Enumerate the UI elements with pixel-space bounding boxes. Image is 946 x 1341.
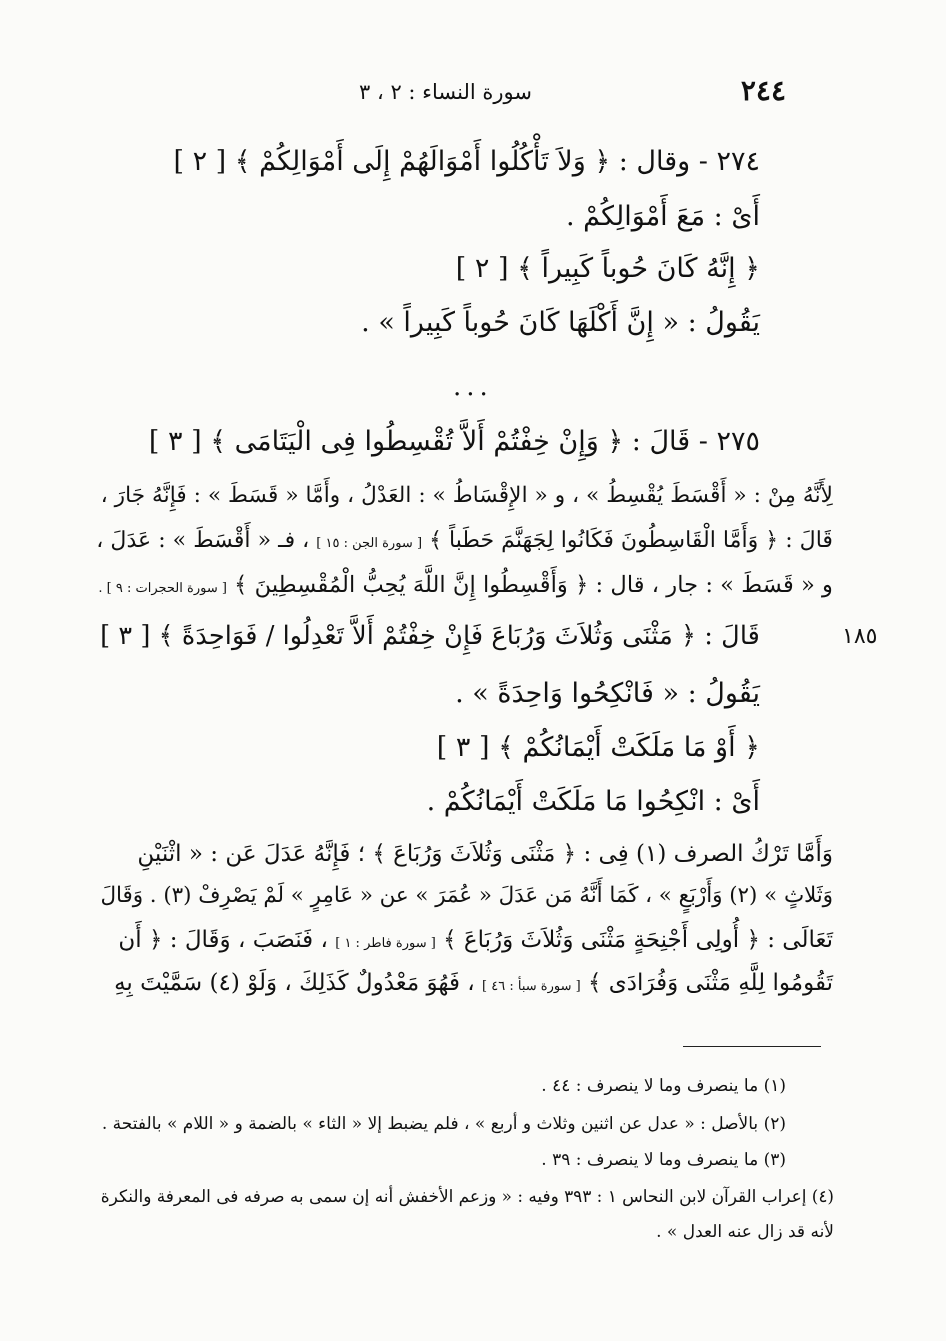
entry-274-gloss: أَىْ : مَعَ أَمْوَالِكُمْ . (566, 201, 760, 232)
surah-reference: [ سورة سبأ : ٤٦ ] (482, 979, 581, 994)
paragraph-line-3 (118, 929, 833, 952)
entry-274-explanation: يَقُولُ : « إِنَّ أَكْلَهَا كَانَ حُوباً كَبِيراً » . (361, 307, 760, 338)
surah-reference: [ سورة فاطر : ١ ] (335, 936, 436, 951)
surah-reference: [ سورة الجن : ١٥ ] (316, 536, 423, 551)
entry-275-explanation: يَقُولُ : « فَانْكِحُوا وَاحِدَةً » . (455, 678, 760, 709)
footnote-2: (٢) بالأصل : « عدل عن اثنين وثلاث و أربع » ، فلم يضبط إلا « الثاء » بالضمة و « اللام » بالفتحة . (101, 1114, 786, 1134)
entry-275-line-3 (96, 529, 833, 551)
entry-275-line-2: لِأَنَّهُ مِنْ : « أَقْسَطَ يُقْسِطُ » ، و « الإِقْسَاطُ » : العَدْلُ ، وأَمَّا « قَسَطَ » : فَإِنَّهُ جَارَ ، (100, 483, 833, 508)
entry-275-line-4 (98, 574, 833, 597)
paragraph-line-1: وَأَمَّا تَرْكُ الصرف (١) فِى : ﴿ مَثْنَى وَثُلاَثَ وَرُبَاعَ ﴾ ؛ فَإِنَّهُ عَدَلَ عَن : « اثْنَيْنِ (137, 841, 833, 867)
paragraph-line-4 (114, 972, 833, 995)
margin-manuscript-number: ١٨٥ (842, 624, 878, 649)
page-number: ٢٤٤ (740, 74, 786, 107)
footnote-4-line-1: (٤) إعراب القرآن لابن النحاس ١ : ٣٩٣ وفيه : « وزعم الأخفش أنه إن سمى به صرفه فى المعرفة والنكرة (100, 1186, 834, 1206)
text-continuation: ، فَهُوَ مَعْدُولٌ كَذَلِكَ ، وَلَوْ (٤) سَمَّيْتَ بِهِ (114, 970, 475, 996)
entry-275-heading: ٢٧٥ - قَالَ : ﴿ وَإِنْ خِفْتُمْ أَلاَّ تُقْسِطُوا فِى الْيَتَامَى ﴾ [ ٣ ] (148, 426, 760, 457)
text-continuation: ، فـ « أَقْسَطَ » : عَدَلَ ، (96, 527, 310, 553)
entry-274-quote: ﴿ إِنَّهُ كَانَ حُوباً كَبِيراً ﴾ [ ٢ ] (455, 253, 760, 284)
entry-275-quote-line: قَالَ : ﴿ مَثْنَى وَثُلاَثَ وَرُبَاعَ فَإِنْ خِفْتُمْ أَلاَّ تَعْدِلُوا / فَوَاحِدَةً ﴾ [ ٣ ] (100, 621, 760, 651)
quran-quote: تَعَالَى : ﴿ أُولِى أَجْنِحَةٍ مَثْنَى وَثُلاَثَ وَرُبَاعَ ﴾ (443, 927, 833, 953)
footnote-divider (683, 1046, 821, 1047)
quran-quote: تَقُومُوا لِلَّهِ مَثْنَى وَفُرَادَى ﴾ (588, 970, 833, 996)
quran-quote: و « قَسَطَ » : جار ، قال : ﴿ وَأَقْسِطُوا إِنَّ اللَّهَ يُحِبُّ الْمُقْسِطِينَ ﴾ (234, 572, 833, 598)
section-separator: ... (453, 372, 493, 402)
quran-quote: قَالَ : ﴿ وَأَمَّا الْقَاسِطُونَ فَكَانُوا لِجَهَنَّمَ حَطَباً ﴾ (429, 527, 833, 553)
surah-reference: [ سورة الحجرات : ٩ ] . (98, 581, 227, 596)
footnote-3: (٣) ما ينصرف وما لا ينصرف : ٣٩ . (541, 1150, 786, 1170)
entry-274-heading: ٢٧٤ - وقال : ﴿ وَلاَ تَأْكُلُوا أَمْوَالَهُمْ إِلَى أَمْوَالِكُمْ ﴾ [ ٢ ] (173, 146, 760, 177)
entry-275-gloss-2: أَىْ : انْكِحُوا مَا مَلَكَتْ أَيْمَانُكُمْ . (426, 786, 760, 817)
entry-275-quote-2: ﴿ أَوْ مَا مَلَكَتْ أَيْمَانُكُمْ ﴾ [ ٣ ] (436, 732, 760, 763)
footnote-1: (١) ما ينصرف وما لا ينصرف : ٤٤ . (541, 1076, 786, 1096)
text-continuation: ، فَنَصَبَ ، وَقَالَ : ﴿ أَن (118, 927, 328, 953)
paragraph-line-2: وَثَلاثٍ » (٢) وَأَرْبَعٍ » ، كَمَا أَنَّهُ مَن عَدَلَ « عُمَرَ » عن « عَامِرٍ » لَمْ يَصْرِفْ (٣) . وَقَالَ (100, 883, 833, 908)
running-header-title: سورة النساء : ٢ ، ٣ (359, 80, 532, 104)
footnote-4-line-2: لأنه قد زال عنه العدل » . (656, 1222, 834, 1242)
